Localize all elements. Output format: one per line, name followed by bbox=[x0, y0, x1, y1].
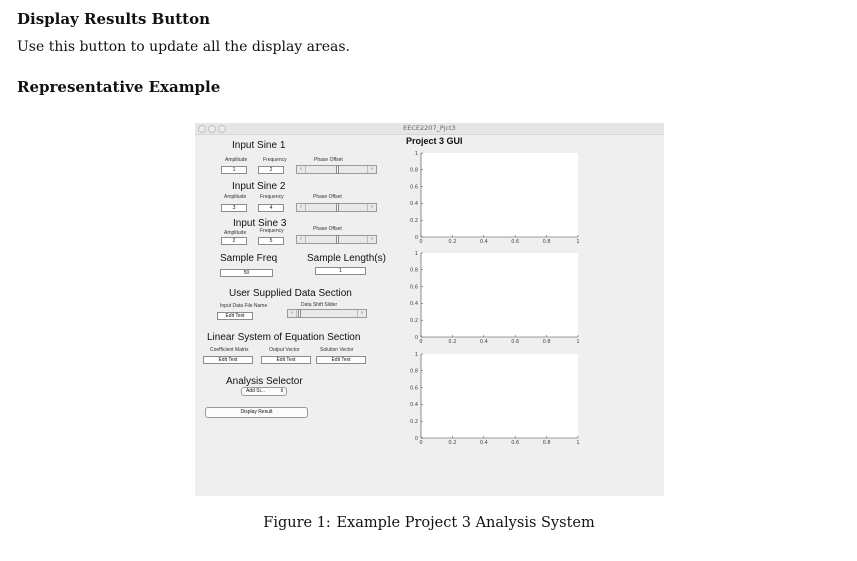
input-sine-2-title: Input Sine 2 bbox=[232, 181, 286, 192]
y-tick-label: 0.6 bbox=[410, 284, 418, 291]
x-tick-label: 0.2 bbox=[448, 440, 457, 446]
output-vector-label: Output Vector bbox=[269, 347, 300, 353]
y-tick-label: 0 bbox=[414, 334, 418, 341]
y-tick-label: 0 bbox=[414, 234, 418, 241]
caption-prefix: Figure 1: bbox=[263, 515, 331, 531]
slider-right-arrow-icon[interactable]: › bbox=[367, 204, 376, 211]
sine-1-amplitude-label: Amplitude bbox=[225, 157, 248, 163]
x-tick-label: 1 bbox=[576, 239, 580, 245]
x-tick-label: 0.4 bbox=[479, 440, 488, 446]
sine-1-phase-label: Phase Offset bbox=[314, 157, 343, 163]
sine-3-frequency-label: Frequency bbox=[260, 228, 284, 234]
input-data-file-field[interactable]: Edit Text bbox=[217, 312, 253, 320]
y-tick-label: 0.6 bbox=[410, 385, 418, 392]
sine-2-amplitude-label: Amplitude bbox=[224, 194, 247, 200]
window-title: EECE2207_Pjct3 bbox=[403, 124, 456, 132]
x-tick-label: 0 bbox=[419, 339, 423, 345]
y-tick-label: 1 bbox=[414, 351, 418, 358]
linear-system-section-title: Linear System of Equation Section bbox=[207, 332, 361, 343]
section-heading-display-results: Display Results Button bbox=[17, 10, 211, 28]
y-tick-label: 0.2 bbox=[410, 318, 418, 324]
sine-2-phase-label: Phase Offset bbox=[313, 194, 342, 200]
input-data-file-label: Input Data File Name bbox=[220, 303, 268, 309]
slider-right-arrow-icon[interactable]: › bbox=[367, 236, 376, 243]
dropdown-arrows-icon: ⇕ bbox=[279, 388, 284, 394]
x-tick-label: 0.2 bbox=[448, 239, 457, 245]
solution-vector-label: Solution Vector bbox=[320, 347, 354, 353]
slider-right-arrow-icon[interactable]: › bbox=[367, 166, 376, 173]
x-tick-label: 0.4 bbox=[479, 339, 488, 345]
slider-left-arrow-icon[interactable]: ‹ bbox=[297, 166, 306, 173]
slider-left-arrow-icon[interactable]: ‹ bbox=[297, 236, 306, 243]
figure-caption bbox=[0, 515, 857, 531]
sample-freq-input[interactable]: 50 bbox=[220, 269, 273, 277]
user-data-section-title: User Supplied Data Section bbox=[229, 288, 352, 299]
y-tick-label: 0.6 bbox=[410, 184, 418, 191]
sample-freq-label: Sample Freq bbox=[220, 253, 278, 264]
display-result-button[interactable]: Display Result bbox=[205, 407, 308, 418]
y-tick-label: 0.4 bbox=[410, 201, 418, 208]
x-tick-label: 0.8 bbox=[542, 239, 551, 245]
sine-2-frequency-input[interactable]: 4 bbox=[258, 204, 284, 212]
section-paragraph: Use this button to update all the display areas. bbox=[17, 39, 350, 55]
sine-1-amplitude-input[interactable]: 1 bbox=[221, 166, 247, 174]
sine-1-frequency-input[interactable]: 2 bbox=[258, 166, 284, 174]
sample-length-label: Sample Length(s) bbox=[307, 253, 386, 264]
analysis-selected-value: Add Si... bbox=[246, 388, 265, 394]
coefficient-matrix-label: Coefficient Matrix bbox=[210, 347, 249, 353]
x-tick-label: 0 bbox=[419, 239, 423, 245]
y-tick-label: 0.8 bbox=[410, 167, 418, 174]
coefficient-matrix-field[interactable]: Edit Text bbox=[203, 356, 253, 364]
x-tick-label: 0.6 bbox=[511, 440, 520, 446]
y-tick-label: 0 bbox=[414, 435, 418, 442]
sample-length-input[interactable]: 1 bbox=[315, 267, 366, 275]
caption-text: Example Project 3 Analysis System bbox=[336, 515, 595, 531]
figure-title: Project 3 GUI bbox=[406, 136, 463, 146]
sine-3-frequency-input[interactable]: 5 bbox=[258, 237, 284, 245]
x-tick-label: 1 bbox=[576, 440, 580, 446]
x-tick-label: 0.6 bbox=[511, 339, 520, 345]
x-tick-label: 0.2 bbox=[448, 339, 457, 345]
x-tick-label: 0.4 bbox=[479, 239, 488, 245]
section-heading-representative-example: Representative Example bbox=[17, 78, 221, 96]
y-tick-label: 0.4 bbox=[410, 301, 418, 308]
x-tick-label: 1 bbox=[576, 339, 580, 345]
x-tick-label: 0.8 bbox=[542, 339, 551, 345]
input-sine-1-title: Input Sine 1 bbox=[232, 140, 286, 151]
y-tick-label: 0.2 bbox=[410, 419, 418, 425]
y-tick-label: 1 bbox=[414, 150, 418, 157]
x-tick-label: 0.8 bbox=[542, 440, 551, 446]
y-tick-label: 0.8 bbox=[410, 267, 418, 274]
solution-vector-field[interactable]: Edit Text bbox=[316, 356, 366, 364]
slider-right-arrow-icon[interactable]: › bbox=[357, 310, 366, 317]
y-tick-label: 0.8 bbox=[410, 368, 418, 375]
y-tick-label: 0.4 bbox=[410, 402, 418, 409]
sine-2-amplitude-input[interactable]: 3 bbox=[221, 204, 247, 212]
input-sine-3-title: Input Sine 3 bbox=[233, 218, 287, 229]
x-tick-label: 0 bbox=[419, 440, 423, 446]
output-vector-field[interactable]: Edit Text bbox=[261, 356, 311, 364]
analysis-selector-title: Analysis Selector bbox=[226, 376, 303, 387]
x-tick-label: 0.6 bbox=[511, 239, 520, 245]
gui-window bbox=[195, 123, 664, 496]
sine-3-phase-label: Phase Offset bbox=[313, 226, 342, 232]
sine-3-amplitude-input[interactable]: 2 bbox=[221, 237, 247, 245]
slider-left-arrow-icon[interactable]: ‹ bbox=[297, 204, 306, 211]
y-tick-label: 0.2 bbox=[410, 218, 418, 224]
sine-2-frequency-label: Frequency bbox=[260, 194, 284, 200]
y-tick-label: 1 bbox=[414, 250, 418, 257]
slider-left-arrow-icon[interactable]: ‹ bbox=[288, 310, 297, 317]
sine-1-frequency-label: Frequency bbox=[263, 157, 287, 163]
data-shift-slider-label: Data Shift Slider bbox=[301, 302, 338, 308]
sine-3-amplitude-label: Amplitude bbox=[224, 230, 247, 236]
axes-3-svg bbox=[195, 123, 664, 496]
